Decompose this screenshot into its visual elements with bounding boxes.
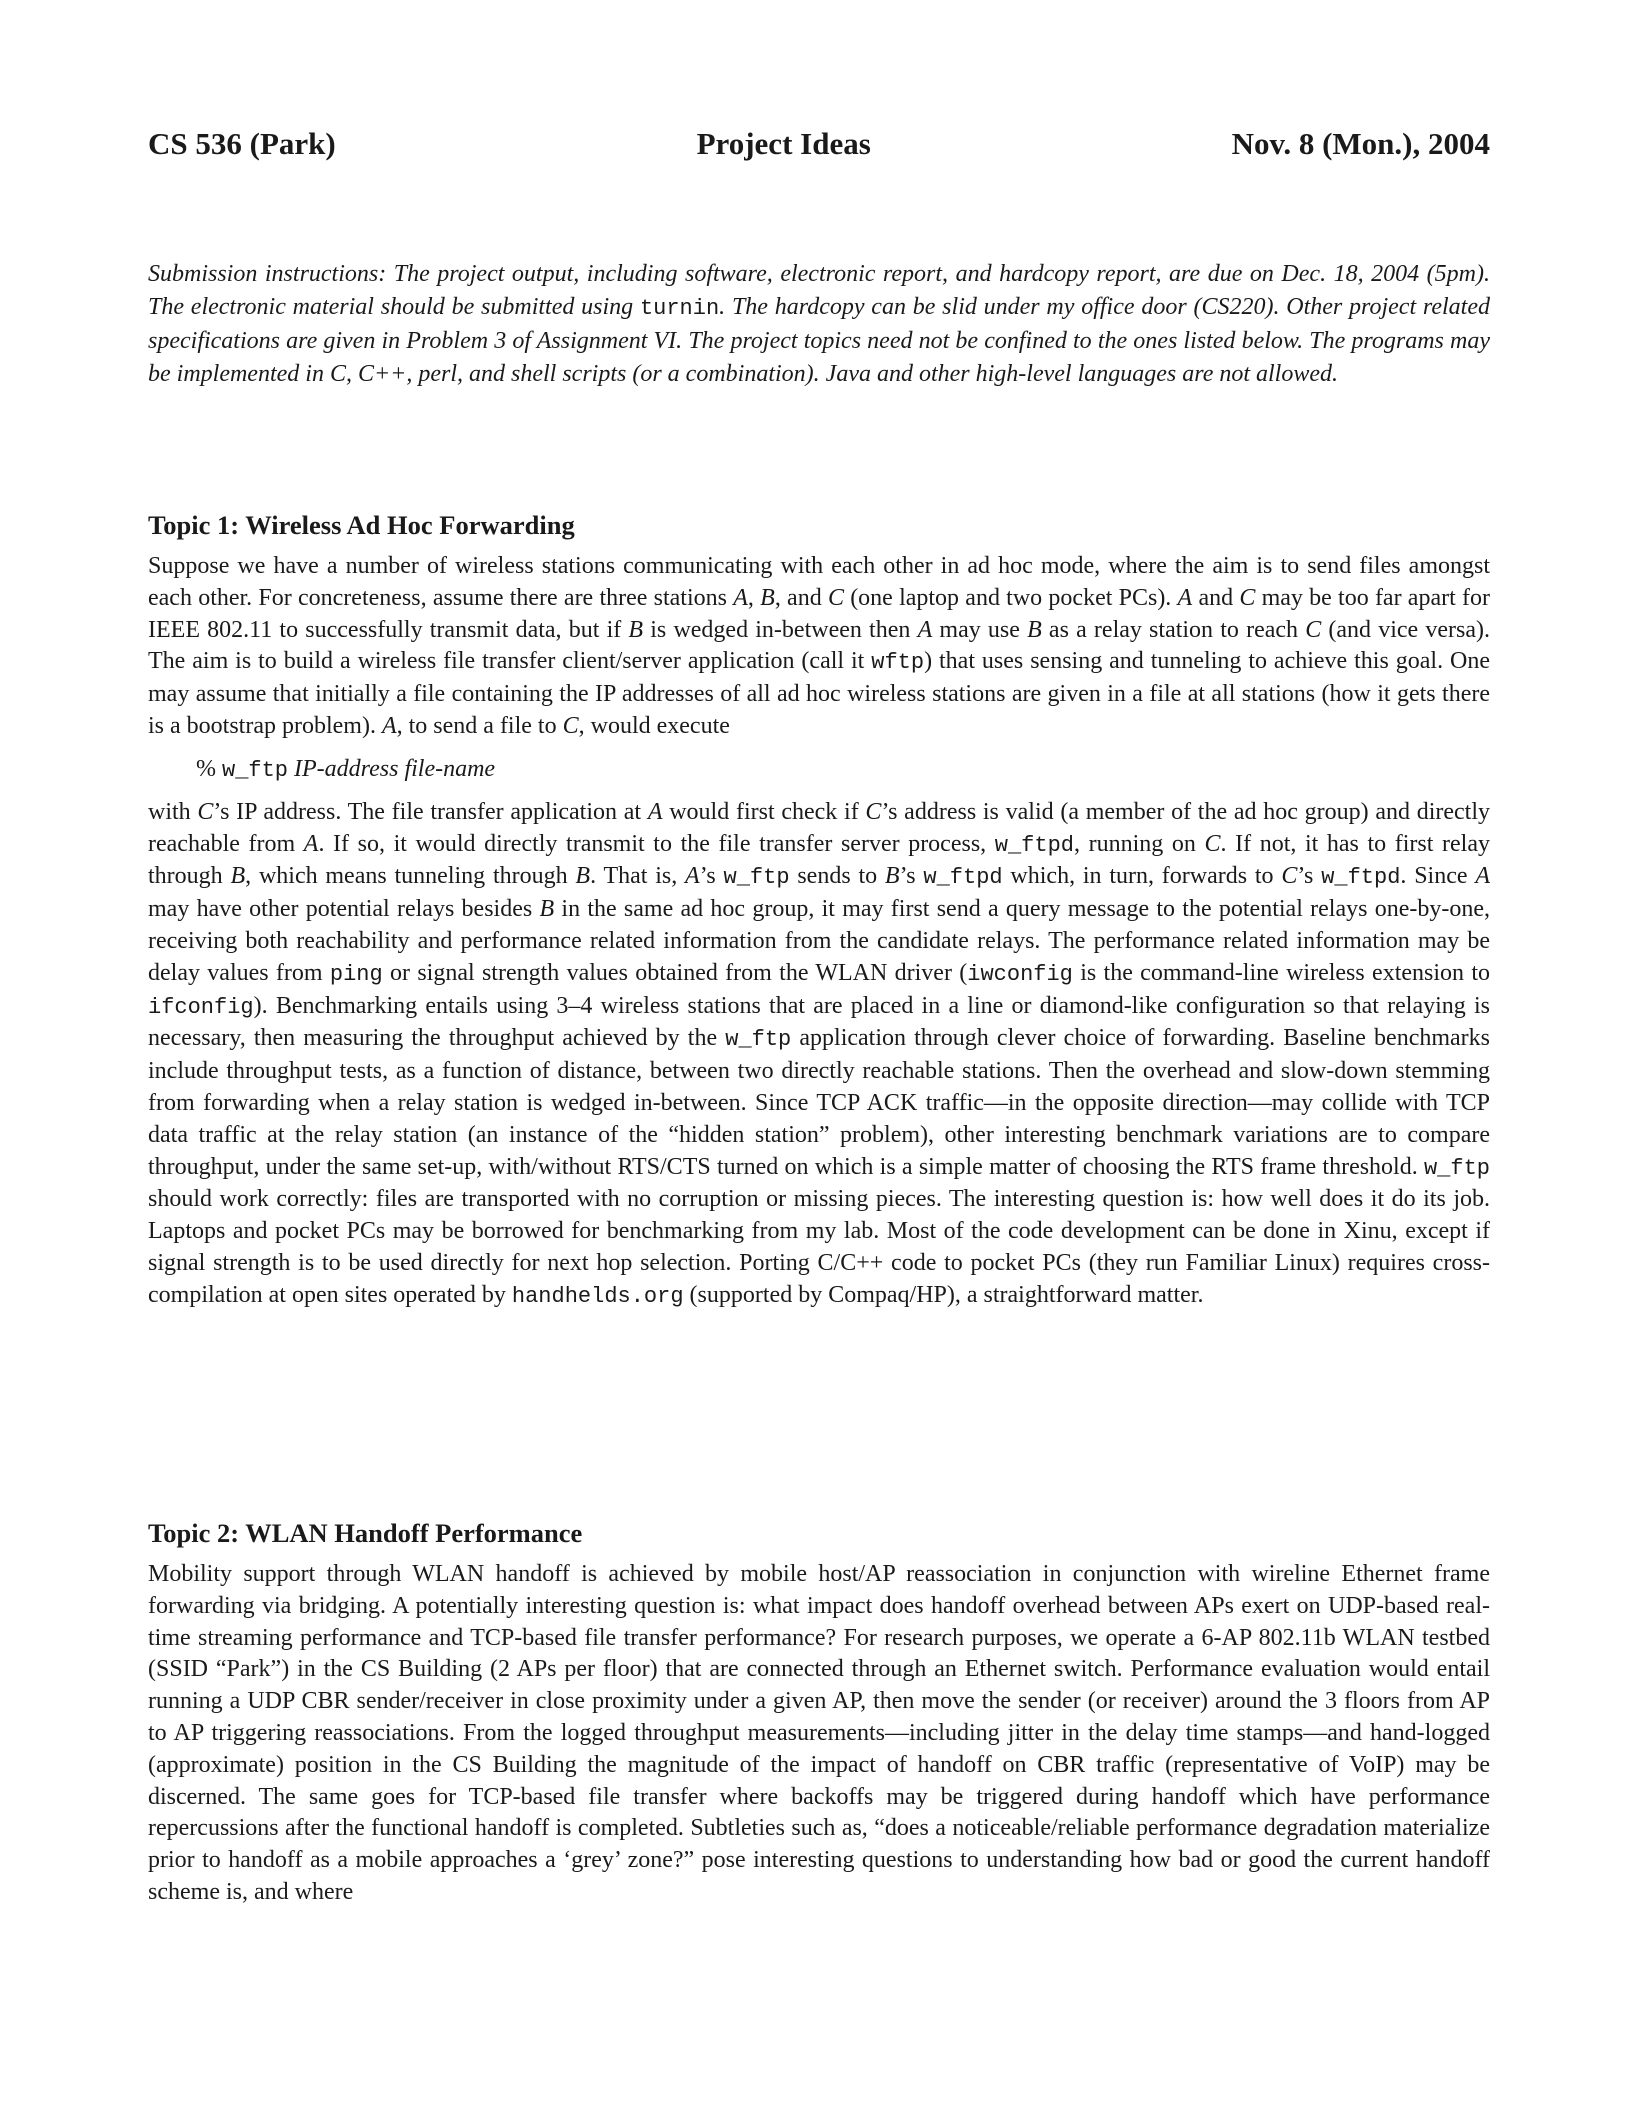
submission-instructions: Submission instructions: The project output, including software, electronic report, and hardcopy report, are due on Dec. 18, 2004 (5pm). The electronic material should be submitted using turnin. The hardcopy can be slid under my office door (CS220). Other project related specifications are given in Problem 3 of Assignment VI. The project topics need not be confined to the ones listed below. The programs may be implemented in C, C++, perl, and shell scripts (or a combination). Java and other high-level languages are not allowed. [148, 261, 1490, 387]
page-header [148, 126, 1490, 170]
topic-1-paragraph-2: with C’s IP address. The file transfer application at A would first check if C’s address is valid (a member of the ad hoc group) and directly reachable from A. If so, it would directly transmit to the file transfer server process, w_ftpd, running on C. If not, it has to first relay through B, which means tunneling through B. That is, A’s w_ftp sends to B’s w_ftpd which, in turn, forwards to C’s w_ftpd. Since A may have other potential relays besides B in the same ad hoc group, it may first send a query message to the potential relays one-by-one, receiving both reachability and performance related information from the candidate relays. The performance related information may be delay values from ping or signal strength values obtained from the WLAN driver (iwconfig is the command-line wireless extension to ifconfig). Benchmarking entails using 3–4 wireless stations that are placed in a line or diamond-like configuration so that relaying is necessary, then measuring the throughput achieved by the w_ftp application through clever choice of forwarding. Baseline benchmarks include throughput tests, as a function of distance, between two directly reachable stations. Then the overhead and slow-down stemming from forwarding when a relay station is wedged in-between. Since TCP ACK traffic—in the opposite direction—may collide with TCP data traffic at the relay station (an instance of the “hidden station” problem), other interesting benchmark variations are to compare throughput, under the same set-up, with/without RTS/CTS turned on which is a simple matter of choosing the RTS frame threshold. w_ftp should work correctly: files are transported with no corruption or missing pieces. The interesting question is: how well does it do its job. Laptops and pocket PCs may be borrowed for benchmarking from my lab. Most of the code development can be done in Xinu, except if signal strength is to be used directly for next hop selection. Porting C/C++ code to pocket PCs (they run Familiar Linux) requires cross-compilation at open sites operated by handhelds.org (supported by Compaq/HP), a straightforward matter. [148, 798, 1491, 1309]
topic-1-section [148, 510, 1490, 1313]
document-title: Project Ideas [696, 126, 871, 161]
code-turnin: turnin [639, 295, 720, 321]
document-date: Nov. 8 (Mon.), 2004 [1231, 126, 1490, 161]
topic-1-title: Topic 1: Wireless Ad Hoc Forwarding [148, 510, 575, 540]
topic-2-title: Topic 2: WLAN Handoff Performance [148, 1518, 583, 1548]
command-args: IP-address file-name [294, 755, 496, 782]
topic-2-paragraph: Mobility support through WLAN handoff is achieved by mobile host/AP reassociation in conjunction with wireline Ethernet frame forwarding via bridging. A potentially interesting question is: what impact does handoff overhead between APs exert on UDP-based real-time streaming performance and TCP-based file transfer performance? For research purposes, we operate a 6-AP 802.11b WLAN testbed (SSID “Park”) in the CS Building (2 APs per floor) that are connected through an Ethernet switch. Performance evaluation would entail running a UDP CBR sender/receiver in close proximity under a given AP, then move the sender (or receiver) around the 3 floors from AP to AP triggering reassociations. From the logged throughput measurements—including jitter in the delay time stamps—and hand-logged (approximate) position in the CS Building the magnitude of the impact of handoff on CBR traffic (representative of VoIP) may be discerned. The same goes for TCP-based file transfer where backoffs may be triggered during handoff which have performance repercussions after the functional handoff is completed. Subtleties such as, “does a noticeable/reliable performance degradation materialize prior to handoff as a mobile approaches a ‘grey’ zone?” pose interesting questions to understanding how bad or good the current handoff scheme is, and where [148, 1561, 1490, 1905]
topic-1-paragraph-1: Suppose we have a number of wireless stations communicating with each other in ad hoc mode, where the aim is to send files amongst each other. For concreteness, assume there are three stations A, B, and C (one laptop and two pocket PCs). A and C may be too far apart for IEEE 802.11 to successfully transmit data, but if B is wedged in-between then A may use B as a relay station to reach C (and vice versa). The aim is to build a wireless file transfer client/server application (call it wftp) that uses sensing and tunneling to achieve this goal. One may assume that initially a file containing the IP addresses of all ad hoc wireless stations are given in a file at all stations (how it gets there is a bootstrap problem). A, to send a file to C, would execute [148, 553, 1490, 739]
code-wftp: wftp [871, 650, 925, 676]
course-label: CS 536 (Park) [148, 126, 336, 161]
topic-2-section [148, 1518, 1490, 1909]
command-name: w_ftp [222, 757, 289, 783]
document-page [148, 0, 1490, 2120]
command-example: % w_ftp IP-address file-name [196, 755, 496, 783]
